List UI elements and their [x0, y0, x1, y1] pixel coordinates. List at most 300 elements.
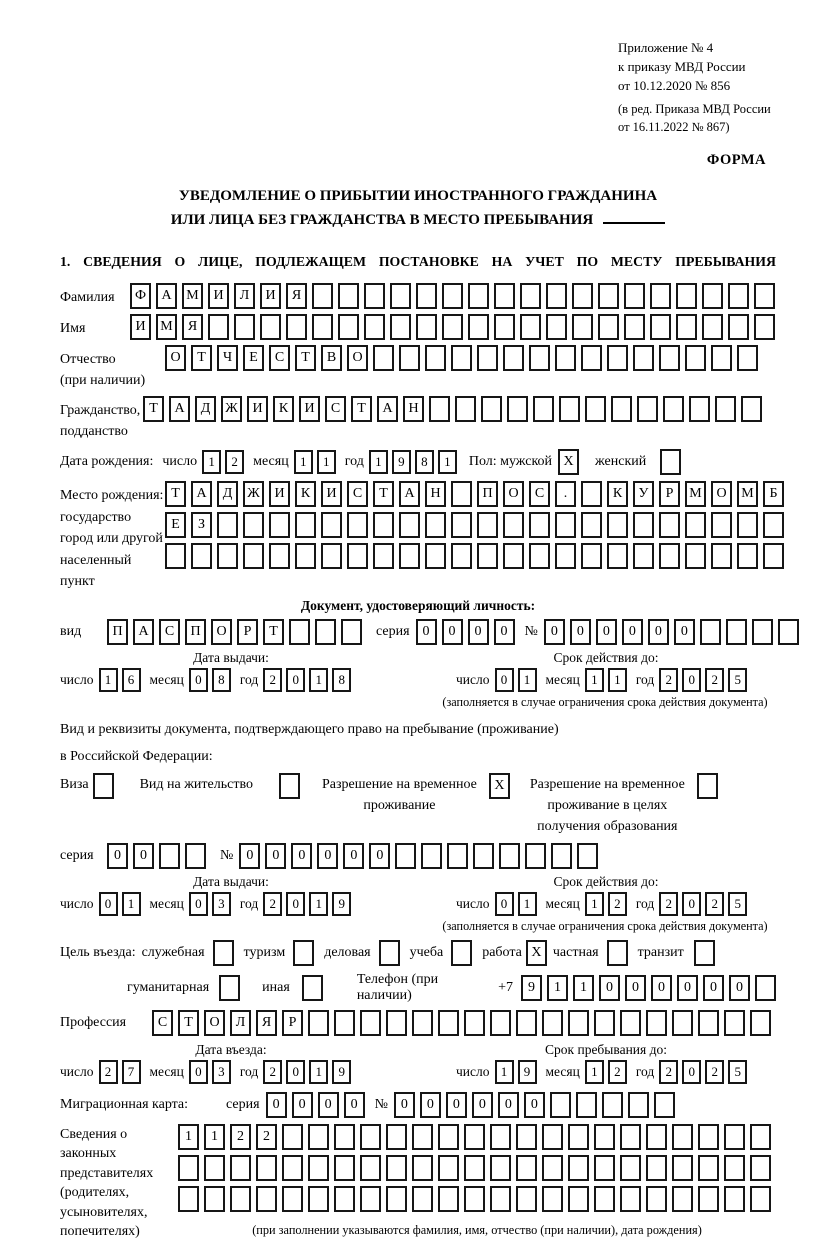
char-cell[interactable]: 2 [705, 892, 724, 916]
char-cell[interactable]: 0 [703, 975, 724, 1001]
char-cell[interactable] [568, 1010, 589, 1036]
char-cell[interactable] [442, 314, 463, 340]
char-cell[interactable] [234, 314, 255, 340]
char-cell[interactable] [308, 1186, 329, 1212]
char-cell[interactable]: 5 [728, 1060, 747, 1084]
char-cell[interactable]: П [477, 481, 498, 507]
char-cell[interactable] [425, 345, 446, 371]
char-cell[interactable] [672, 1186, 693, 1212]
char-cell[interactable] [750, 1186, 771, 1212]
char-cell[interactable] [269, 543, 290, 569]
char-cell[interactable] [347, 543, 368, 569]
char-cell[interactable]: А [169, 396, 190, 422]
char-cell[interactable]: 0 [189, 892, 208, 916]
char-cell[interactable] [399, 512, 420, 538]
char-cell[interactable]: 0 [266, 1092, 287, 1118]
char-cell[interactable] [555, 543, 576, 569]
char-cell[interactable] [750, 1010, 771, 1036]
char-cell[interactable] [576, 1092, 597, 1118]
char-cell[interactable]: 2 [659, 892, 678, 916]
char-cell[interactable] [568, 1186, 589, 1212]
char-cell[interactable]: Я [286, 283, 307, 309]
char-cell[interactable]: 1 [317, 450, 336, 474]
char-cell[interactable] [689, 396, 710, 422]
char-cell[interactable] [308, 1124, 329, 1150]
char-cell[interactable]: 0 [682, 668, 701, 692]
char-cell[interactable]: 0 [622, 619, 643, 645]
char-cell[interactable] [715, 396, 736, 422]
char-cell[interactable]: О [711, 481, 732, 507]
char-cell[interactable]: X [526, 940, 547, 966]
char-cell[interactable] [542, 1155, 563, 1181]
char-cell[interactable] [550, 1092, 571, 1118]
char-cell[interactable] [637, 396, 658, 422]
char-cell[interactable]: 0 [286, 668, 305, 692]
char-cell[interactable]: 0 [446, 1092, 467, 1118]
char-cell[interactable] [243, 543, 264, 569]
char-cell[interactable] [386, 1186, 407, 1212]
char-cell[interactable] [468, 283, 489, 309]
char-cell[interactable]: 0 [648, 619, 669, 645]
char-cell[interactable] [451, 481, 472, 507]
char-cell[interactable]: Р [237, 619, 258, 645]
char-cell[interactable]: 1 [309, 892, 328, 916]
char-cell[interactable] [676, 283, 697, 309]
char-cell[interactable] [585, 396, 606, 422]
char-cell[interactable]: А [377, 396, 398, 422]
char-cell[interactable] [191, 543, 212, 569]
char-cell[interactable]: 1 [99, 668, 118, 692]
char-cell[interactable]: Т [143, 396, 164, 422]
char-cell[interactable] [386, 1155, 407, 1181]
char-cell[interactable] [490, 1186, 511, 1212]
char-cell[interactable] [178, 1155, 199, 1181]
char-cell[interactable] [217, 512, 238, 538]
char-cell[interactable] [728, 314, 749, 340]
char-cell[interactable]: 1 [438, 450, 457, 474]
char-cell[interactable] [754, 314, 775, 340]
char-cell[interactable]: 1 [495, 1060, 514, 1084]
char-cell[interactable]: Ф [130, 283, 151, 309]
temp-residence-edu-checkbox[interactable] [697, 773, 718, 799]
char-cell[interactable] [724, 1155, 745, 1181]
char-cell[interactable] [159, 843, 180, 869]
char-cell[interactable]: Т [263, 619, 284, 645]
char-cell[interactable]: 0 [107, 843, 128, 869]
purpose-study-checkbox[interactable] [451, 940, 472, 966]
char-cell[interactable]: 0 [442, 619, 463, 645]
char-cell[interactable] [633, 345, 654, 371]
char-cell[interactable]: 2 [263, 1060, 282, 1084]
char-cell[interactable]: З [191, 512, 212, 538]
char-cell[interactable]: 0 [416, 619, 437, 645]
char-cell[interactable] [360, 1010, 381, 1036]
char-cell[interactable] [373, 543, 394, 569]
char-cell[interactable] [399, 345, 420, 371]
char-cell[interactable]: И [130, 314, 151, 340]
char-cell[interactable]: 0 [495, 668, 514, 692]
char-cell[interactable] [477, 512, 498, 538]
char-cell[interactable]: 2 [659, 1060, 678, 1084]
char-cell[interactable] [399, 543, 420, 569]
char-cell[interactable] [620, 1155, 641, 1181]
char-cell[interactable] [594, 1186, 615, 1212]
char-cell[interactable]: Т [178, 1010, 199, 1036]
char-cell[interactable]: 1 [585, 1060, 604, 1084]
char-cell[interactable] [425, 543, 446, 569]
char-cell[interactable] [490, 1155, 511, 1181]
char-cell[interactable] [685, 512, 706, 538]
char-cell[interactable]: 0 [651, 975, 672, 1001]
char-cell[interactable]: Е [165, 512, 186, 538]
char-cell[interactable] [412, 1010, 433, 1036]
char-cell[interactable] [620, 1010, 641, 1036]
char-cell[interactable]: Ч [217, 345, 238, 371]
char-cell[interactable]: 9 [332, 1060, 351, 1084]
char-cell[interactable]: О [204, 1010, 225, 1036]
char-cell[interactable]: С [347, 481, 368, 507]
char-cell[interactable] [542, 1124, 563, 1150]
char-cell[interactable] [429, 396, 450, 422]
char-cell[interactable]: А [156, 283, 177, 309]
char-cell[interactable] [659, 345, 680, 371]
char-cell[interactable] [581, 345, 602, 371]
char-cell[interactable] [654, 1092, 675, 1118]
char-cell[interactable]: А [399, 481, 420, 507]
char-cell[interactable] [698, 1010, 719, 1036]
char-cell[interactable] [347, 512, 368, 538]
char-cell[interactable] [230, 1155, 251, 1181]
char-cell[interactable] [464, 1155, 485, 1181]
char-cell[interactable] [338, 283, 359, 309]
char-cell[interactable]: 5 [728, 668, 747, 692]
char-cell[interactable]: 1 [369, 450, 388, 474]
char-cell[interactable] [520, 283, 541, 309]
char-cell[interactable] [702, 283, 723, 309]
char-cell[interactable]: 2 [263, 892, 282, 916]
char-cell[interactable]: Ж [243, 481, 264, 507]
char-cell[interactable]: М [156, 314, 177, 340]
char-cell[interactable]: 1 [122, 892, 141, 916]
char-cell[interactable] [412, 1155, 433, 1181]
char-cell[interactable] [395, 843, 416, 869]
char-cell[interactable] [711, 543, 732, 569]
char-cell[interactable] [755, 975, 776, 1001]
char-cell[interactable]: И [321, 481, 342, 507]
char-cell[interactable] [633, 543, 654, 569]
char-cell[interactable] [750, 1124, 771, 1150]
char-cell[interactable]: 9 [521, 975, 542, 1001]
char-cell[interactable]: 0 [291, 843, 312, 869]
char-cell[interactable] [308, 1010, 329, 1036]
char-cell[interactable] [646, 1124, 667, 1150]
char-cell[interactable] [204, 1186, 225, 1212]
char-cell[interactable] [555, 345, 576, 371]
char-cell[interactable]: 0 [420, 1092, 441, 1118]
char-cell[interactable] [778, 619, 799, 645]
char-cell[interactable] [754, 283, 775, 309]
char-cell[interactable] [659, 512, 680, 538]
char-cell[interactable]: 1 [608, 668, 627, 692]
char-cell[interactable]: 6 [122, 668, 141, 692]
char-cell[interactable] [598, 314, 619, 340]
char-cell[interactable] [581, 543, 602, 569]
char-cell[interactable] [711, 512, 732, 538]
char-cell[interactable] [607, 543, 628, 569]
char-cell[interactable]: Л [234, 283, 255, 309]
char-cell[interactable] [516, 1155, 537, 1181]
char-cell[interactable] [700, 619, 721, 645]
char-cell[interactable]: Я [182, 314, 203, 340]
char-cell[interactable]: Н [403, 396, 424, 422]
char-cell[interactable] [542, 1186, 563, 1212]
char-cell[interactable] [230, 1186, 251, 1212]
char-cell[interactable] [568, 1155, 589, 1181]
char-cell[interactable] [685, 345, 706, 371]
char-cell[interactable]: 2 [608, 892, 627, 916]
char-cell[interactable] [334, 1124, 355, 1150]
char-cell[interactable]: 0 [394, 1092, 415, 1118]
purpose-business-checkbox[interactable] [379, 940, 400, 966]
char-cell[interactable]: X [489, 773, 510, 799]
char-cell[interactable] [412, 1186, 433, 1212]
char-cell[interactable]: 1 [294, 450, 313, 474]
char-cell[interactable] [520, 314, 541, 340]
char-cell[interactable] [676, 314, 697, 340]
char-cell[interactable] [260, 314, 281, 340]
char-cell[interactable] [542, 1010, 563, 1036]
char-cell[interactable]: О [347, 345, 368, 371]
char-cell[interactable] [737, 543, 758, 569]
char-cell[interactable] [516, 1010, 537, 1036]
char-cell[interactable] [572, 283, 593, 309]
char-cell[interactable]: Ж [221, 396, 242, 422]
char-cell[interactable] [650, 283, 671, 309]
char-cell[interactable]: 3 [212, 1060, 231, 1084]
char-cell[interactable] [697, 773, 718, 799]
char-cell[interactable] [386, 1010, 407, 1036]
char-cell[interactable] [451, 543, 472, 569]
char-cell[interactable] [412, 1124, 433, 1150]
char-cell[interactable]: 0 [682, 892, 701, 916]
char-cell[interactable]: П [185, 619, 206, 645]
char-cell[interactable] [516, 1186, 537, 1212]
char-cell[interactable]: 1 [518, 892, 537, 916]
char-cell[interactable]: 2 [99, 1060, 118, 1084]
char-cell[interactable]: И [260, 283, 281, 309]
char-cell[interactable]: 0 [544, 619, 565, 645]
char-cell[interactable] [464, 1124, 485, 1150]
char-cell[interactable] [269, 512, 290, 538]
char-cell[interactable]: 1 [585, 892, 604, 916]
char-cell[interactable] [213, 940, 234, 966]
char-cell[interactable] [724, 1124, 745, 1150]
char-cell[interactable]: 3 [212, 892, 231, 916]
char-cell[interactable]: 2 [705, 1060, 724, 1084]
char-cell[interactable] [594, 1010, 615, 1036]
char-cell[interactable] [741, 396, 762, 422]
char-cell[interactable]: 1 [309, 668, 328, 692]
char-cell[interactable] [321, 543, 342, 569]
char-cell[interactable]: 0 [318, 1092, 339, 1118]
char-cell[interactable]: 0 [599, 975, 620, 1001]
char-cell[interactable]: 1 [585, 668, 604, 692]
char-cell[interactable]: 5 [728, 892, 747, 916]
char-cell[interactable] [386, 1124, 407, 1150]
char-cell[interactable]: Т [295, 345, 316, 371]
char-cell[interactable] [607, 345, 628, 371]
char-cell[interactable]: . [555, 481, 576, 507]
char-cell[interactable] [447, 843, 468, 869]
char-cell[interactable] [438, 1186, 459, 1212]
char-cell[interactable]: 0 [596, 619, 617, 645]
char-cell[interactable]: 0 [682, 1060, 701, 1084]
char-cell[interactable] [581, 481, 602, 507]
char-cell[interactable] [503, 345, 524, 371]
char-cell[interactable]: К [295, 481, 316, 507]
char-cell[interactable] [607, 940, 628, 966]
char-cell[interactable] [243, 512, 264, 538]
char-cell[interactable] [529, 543, 550, 569]
char-cell[interactable] [551, 843, 572, 869]
char-cell[interactable]: 0 [494, 619, 515, 645]
char-cell[interactable] [624, 283, 645, 309]
char-cell[interactable] [295, 543, 316, 569]
char-cell[interactable] [286, 314, 307, 340]
purpose-official-checkbox[interactable] [213, 940, 234, 966]
char-cell[interactable]: 0 [343, 843, 364, 869]
char-cell[interactable]: 0 [472, 1092, 493, 1118]
char-cell[interactable]: 1 [518, 668, 537, 692]
purpose-humanitarian-checkbox[interactable] [219, 975, 240, 1001]
char-cell[interactable]: 0 [292, 1092, 313, 1118]
char-cell[interactable] [312, 314, 333, 340]
char-cell[interactable] [438, 1155, 459, 1181]
purpose-work-checkbox[interactable] [526, 940, 547, 966]
char-cell[interactable]: 1 [204, 1124, 225, 1150]
char-cell[interactable]: 0 [495, 892, 514, 916]
char-cell[interactable]: 0 [189, 668, 208, 692]
char-cell[interactable]: О [503, 481, 524, 507]
char-cell[interactable] [282, 1186, 303, 1212]
char-cell[interactable]: 0 [468, 619, 489, 645]
char-cell[interactable] [685, 543, 706, 569]
char-cell[interactable]: 2 [225, 450, 244, 474]
char-cell[interactable] [503, 512, 524, 538]
char-cell[interactable] [451, 345, 472, 371]
char-cell[interactable] [490, 1124, 511, 1150]
char-cell[interactable] [724, 1186, 745, 1212]
char-cell[interactable] [256, 1155, 277, 1181]
char-cell[interactable] [315, 619, 336, 645]
char-cell[interactable]: С [269, 345, 290, 371]
char-cell[interactable] [698, 1186, 719, 1212]
char-cell[interactable]: 2 [705, 668, 724, 692]
char-cell[interactable] [473, 843, 494, 869]
char-cell[interactable] [494, 283, 515, 309]
char-cell[interactable] [373, 345, 394, 371]
char-cell[interactable]: В [321, 345, 342, 371]
char-cell[interactable] [279, 773, 300, 799]
char-cell[interactable] [516, 1124, 537, 1150]
char-cell[interactable] [628, 1092, 649, 1118]
char-cell[interactable]: 0 [189, 1060, 208, 1084]
char-cell[interactable] [334, 1155, 355, 1181]
char-cell[interactable] [334, 1186, 355, 1212]
char-cell[interactable]: Т [373, 481, 394, 507]
char-cell[interactable]: А [191, 481, 212, 507]
char-cell[interactable] [442, 283, 463, 309]
char-cell[interactable] [529, 345, 550, 371]
char-cell[interactable]: Д [217, 481, 238, 507]
char-cell[interactable] [620, 1124, 641, 1150]
char-cell[interactable] [507, 396, 528, 422]
char-cell[interactable]: 0 [265, 843, 286, 869]
char-cell[interactable] [256, 1186, 277, 1212]
char-cell[interactable]: 0 [286, 1060, 305, 1084]
char-cell[interactable] [752, 619, 773, 645]
char-cell[interactable]: 0 [570, 619, 591, 645]
char-cell[interactable]: Д [195, 396, 216, 422]
char-cell[interactable]: 0 [317, 843, 338, 869]
char-cell[interactable] [503, 543, 524, 569]
char-cell[interactable]: 0 [369, 843, 390, 869]
char-cell[interactable] [546, 283, 567, 309]
char-cell[interactable] [455, 396, 476, 422]
char-cell[interactable] [659, 543, 680, 569]
char-cell[interactable] [672, 1010, 693, 1036]
char-cell[interactable]: М [685, 481, 706, 507]
char-cell[interactable]: Е [243, 345, 264, 371]
char-cell[interactable]: С [325, 396, 346, 422]
char-cell[interactable]: 1 [547, 975, 568, 1001]
char-cell[interactable] [341, 619, 362, 645]
char-cell[interactable]: 7 [122, 1060, 141, 1084]
char-cell[interactable] [577, 843, 598, 869]
char-cell[interactable] [293, 940, 314, 966]
char-cell[interactable] [416, 314, 437, 340]
char-cell[interactable] [737, 345, 758, 371]
char-cell[interactable] [698, 1124, 719, 1150]
char-cell[interactable] [633, 512, 654, 538]
sex-male-checkbox[interactable] [558, 449, 579, 475]
char-cell[interactable] [598, 283, 619, 309]
char-cell[interactable] [295, 512, 316, 538]
char-cell[interactable]: Б [763, 481, 784, 507]
char-cell[interactable] [282, 1124, 303, 1150]
char-cell[interactable] [425, 512, 446, 538]
char-cell[interactable]: 0 [674, 619, 695, 645]
char-cell[interactable] [750, 1155, 771, 1181]
char-cell[interactable] [477, 543, 498, 569]
char-cell[interactable]: 0 [524, 1092, 545, 1118]
char-cell[interactable]: X [558, 449, 579, 475]
char-cell[interactable] [308, 1155, 329, 1181]
char-cell[interactable]: 0 [133, 843, 154, 869]
char-cell[interactable] [711, 345, 732, 371]
char-cell[interactable] [438, 1124, 459, 1150]
purpose-other-checkbox[interactable] [302, 975, 323, 1001]
char-cell[interactable] [594, 1155, 615, 1181]
char-cell[interactable] [763, 512, 784, 538]
char-cell[interactable]: 9 [392, 450, 411, 474]
char-cell[interactable] [468, 314, 489, 340]
char-cell[interactable] [321, 512, 342, 538]
purpose-transit-checkbox[interactable] [694, 940, 715, 966]
char-cell[interactable] [555, 512, 576, 538]
char-cell[interactable] [364, 314, 385, 340]
char-cell[interactable] [451, 512, 472, 538]
